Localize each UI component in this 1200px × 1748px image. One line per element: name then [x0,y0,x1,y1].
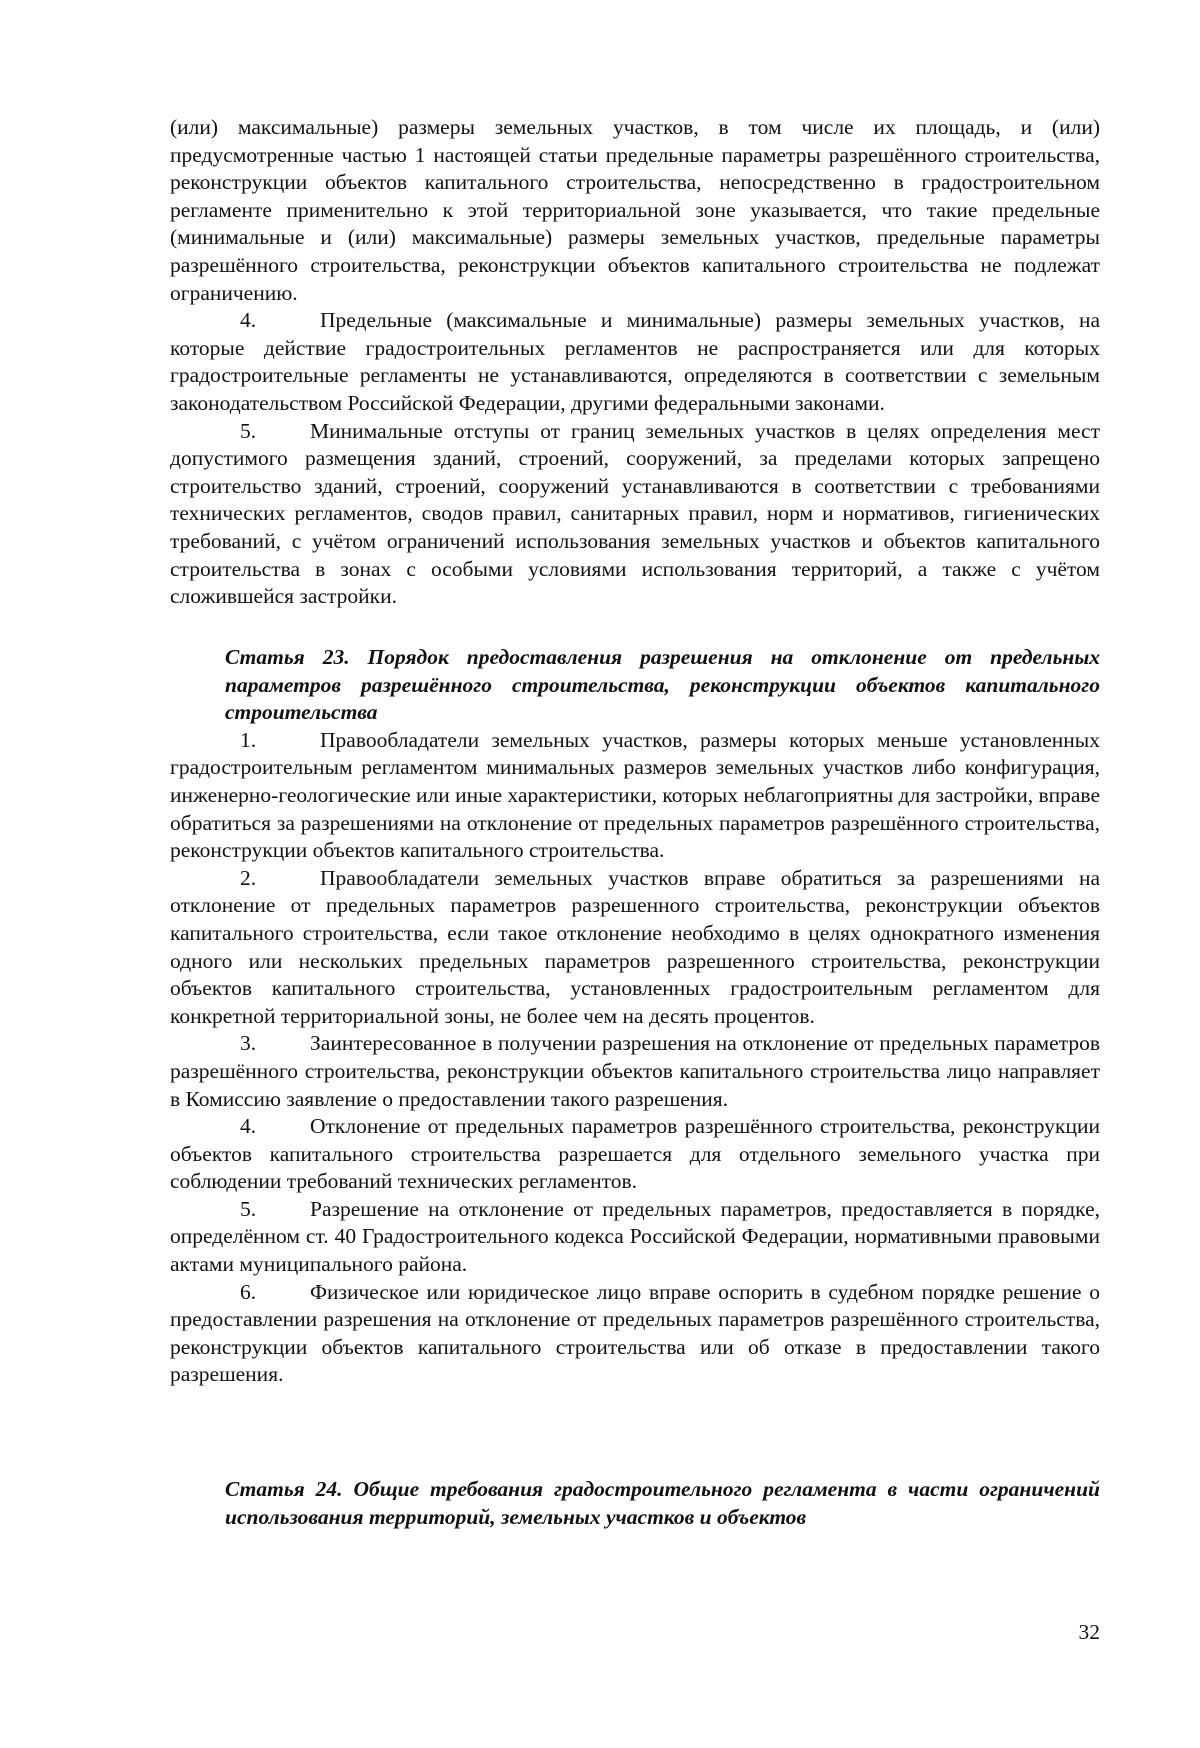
article-23-item-6 [170,1279,1100,1389]
item-number: 2. [240,865,257,890]
article-23-heading: Статья 23. Порядок предоставления разрешения на отклонение от предельных параметров разрешённого строительства, реконструкции объектов капитального строительства [225,645,1100,725]
item-number: 4. [240,308,257,333]
item-number: 1. [240,727,257,752]
item-number: 6. [240,1279,257,1304]
item-number: 5. [240,418,257,443]
item-text: Правообладатели земельных участков вправе обратиться за разрешениями на отклонение от предельных параметров разрешенного строительства, реконструкции объектов капитального строительства, если такое отклонение необходимо в целях однократного изменения одного или нескольких предельных параметров разрешенного строительства, реконструкции объектов капитального строительства, установленных градостроительным регламентом для конкретной территориальной зоны, не более чем на десять процентов. [170,865,1100,1028]
item-number: 4. [240,1114,257,1139]
article-23-item-4 [170,1113,1100,1196]
article-23-item-1 [170,727,1100,865]
article-23-item-5 [170,1196,1100,1279]
item-text: Предельные (максимальные и минимальные) размеры земельных участков, на которые действие градостроительных регламентов не распространяется или для которых градостроительные регламенты не устанавливаются, определяются в соответствии с земельным законодательством Российской Федерации, другими федеральными законами. [170,308,1100,415]
article-23 [170,644,1100,1389]
item-text: Правообладатели земельных участков, размеры которых меньше установленных градостроительным регламентом минимальных размеров земельных участков либо конфигурация, инженерно-геологические или иные характеристики, которых неблагоприятны для застройки, вправе обратиться за разрешениями на отклонение от предельных параметров разрешённого строительства, реконструкции объектов капитального строительства. [170,727,1100,863]
item-number: 3. [240,1031,257,1056]
page-number: 32 [1078,1620,1100,1644]
item-text: Заинтересованное в получении разрешения на отклонение от предельных параметров разрешённого строительства, реконструкции объектов капитального строительства лицо направляет в Комиссию заявление о предоставлении такого разрешения. [170,1031,1100,1111]
item-text: Отклонение от предельных параметров разрешённого строительства, реконструкции объектов капитального строительства разрешается для отдельного земельного участка при соблюдении требований технических регламентов. [170,1114,1100,1194]
item-number: 5. [240,1196,257,1221]
article-22-item-5 [170,418,1100,611]
intro-paragraph: (или) максимальные) размеры земельных участков, в том числе их площадь, и (или) предусмотренные частью 1 настоящей статьи предельные параметры разрешённого строительства, реконструкции объектов капитального строительства, непосредственно в градостроительном регламенте применительно к этой территориальной зоне указывается, что такие предельные (минимальные и (или) максимальные) размеры земельных участков, предельные параметры разрешённого строительства, реконструкции объектов капитального строительства не подлежат ограничению. [170,115,1100,305]
item-text: Минимальные отступы от границ земельных участков в целях определения мест допустимого размещения зданий, строений, сооружений, за пределами которых запрещено строительство зданий, строений, сооружений устанавливаются в соответствии с требованиями технических регламентов, сводов правил, санитарных правил, норм и нормативов, гигиенических требований, с учётом ограничений использования земельных участков и объектов капитального строительства в зонах с особыми условиями использования территорий, а также с учётом сложившейся застройки. [170,418,1100,609]
article-23-item-3 [170,1030,1100,1113]
item-text: Физическое или юридическое лицо вправе оспорить в судебном порядке решение о предоставлении разрешения на отклонение от предельных параметров разрешённого строительства, реконструкции объектов капитального строительства или об отказе в предоставлении такого разрешения. [170,1279,1100,1387]
item-text: Разрешение на отклонение от предельных параметров, предоставляется в порядке, определённом ст. 40 Градостроительного кодекса Российской Федерации, нормативными правовыми актами муниципального района. [170,1196,1100,1277]
article-23-item-2 [170,865,1100,1031]
article-22-item-4 [170,307,1100,417]
article-22-continuation [170,114,1100,611]
article-24-heading: Статья 24. Общие требования градостроительного регламента в части ограничений использования территорий, земельных участков и объектов [225,1477,1100,1529]
article-24 [170,1476,1100,1531]
